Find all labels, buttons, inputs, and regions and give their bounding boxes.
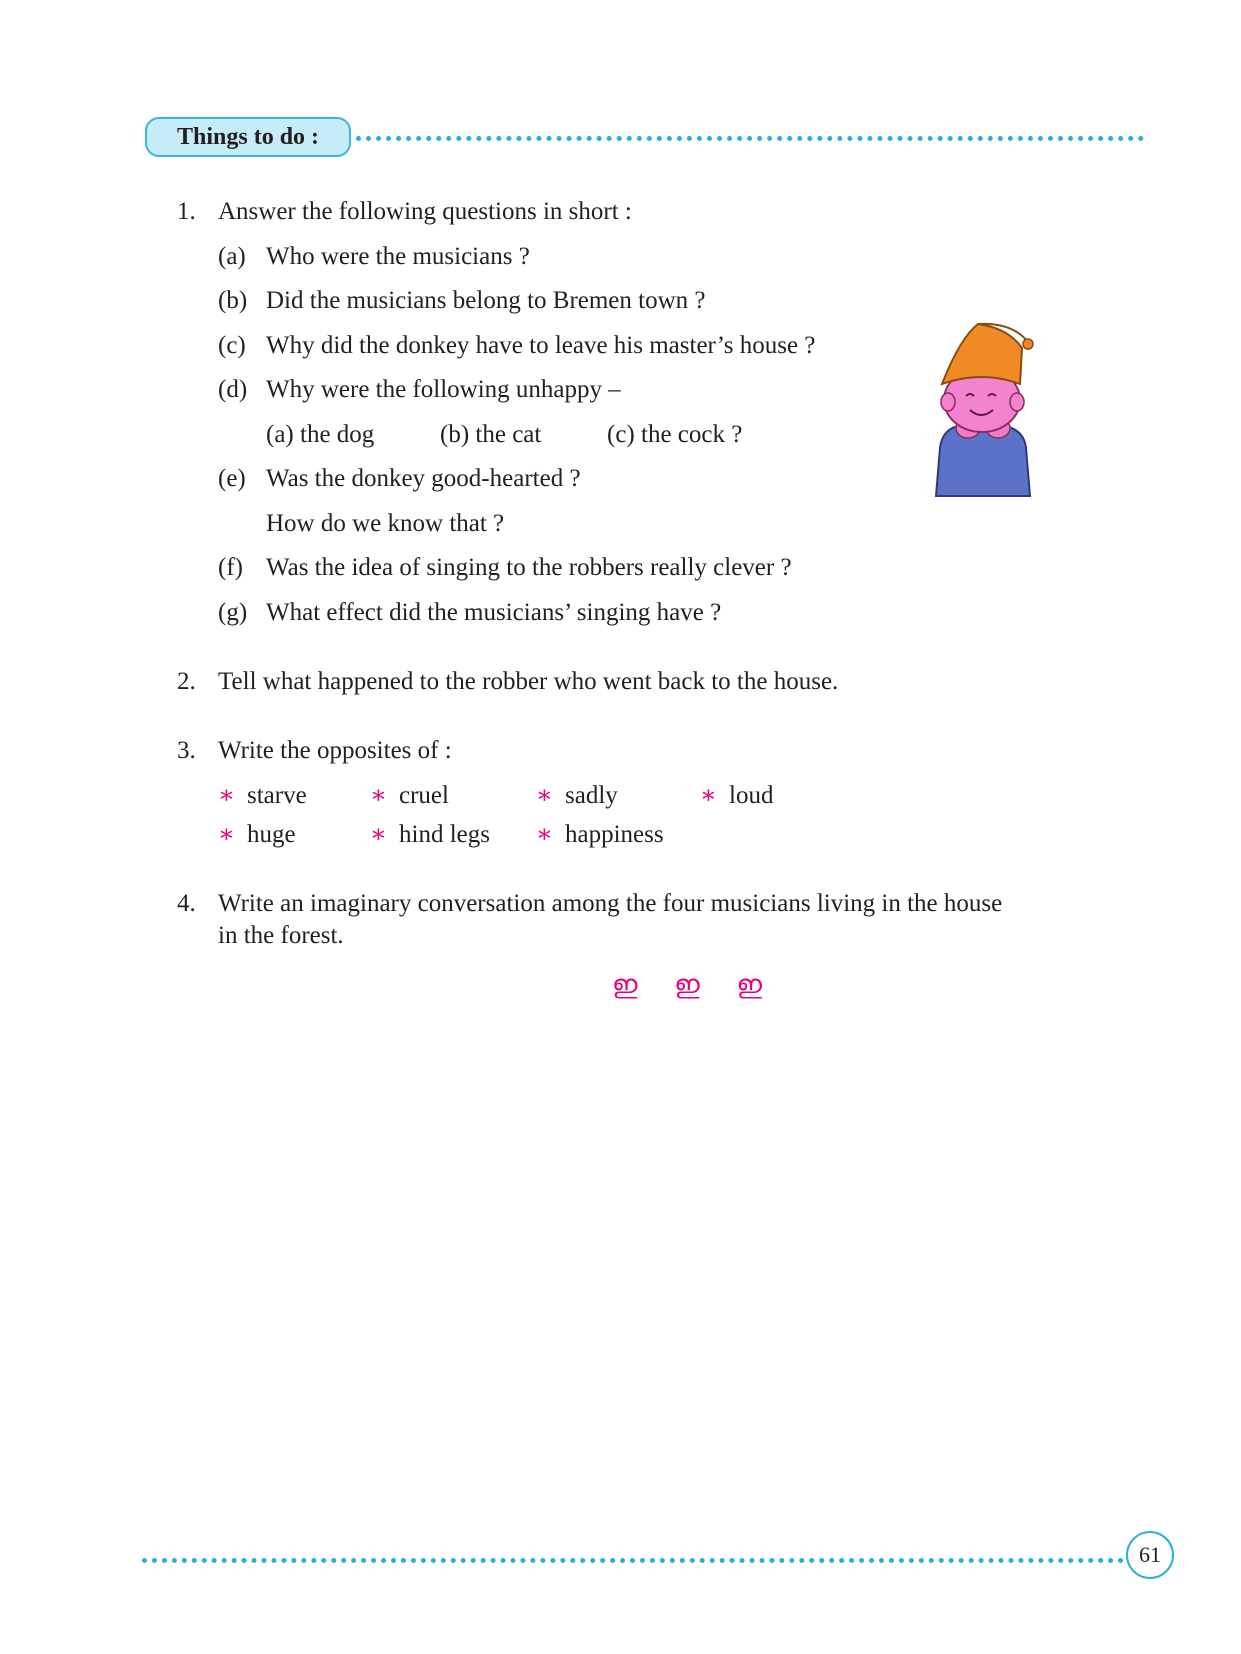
q1-sub-text: Was the donkey good-hearted ? [266, 465, 581, 492]
asterisk-bullet-icon: ∗ [218, 821, 235, 848]
opposite-word: happiness [565, 821, 664, 848]
opposite-word: huge [247, 821, 296, 848]
gnome-with-orange-hat-icon [920, 318, 1045, 503]
q2-text: Tell what happened to the robber who went back to the house. [218, 668, 839, 695]
section-heading: Things to do : [145, 117, 351, 157]
opposite-word: hind legs [399, 821, 490, 848]
asterisk-bullet-icon: ∗ [218, 782, 235, 809]
footer-dotted-rule [142, 1558, 1124, 1563]
opposite-word: loud [729, 782, 774, 809]
q1-sub-label: (c) [218, 332, 246, 359]
q1-sub-label: (d) [218, 376, 248, 403]
opposite-word: sadly [565, 782, 618, 809]
q4-number: 4. [177, 890, 196, 917]
ornament-icon: ഇ [674, 970, 700, 999]
asterisk-bullet-icon: ∗ [370, 821, 387, 848]
q1d-option: (b) the cat [440, 421, 542, 448]
q4-text-line1: Write an imaginary conversation among the four musicians living in the house [218, 890, 1003, 917]
q1-sub-text: Why did the donkey have to leave his master’s house ? [266, 332, 816, 359]
q1-text: Answer the following questions in short : [218, 198, 632, 225]
ornament-icon: ഇ [736, 970, 762, 999]
q2-number: 2. [177, 668, 196, 695]
q1-sub-label: (a) [218, 243, 246, 270]
q1-number: 1. [177, 198, 196, 225]
q1-sub-label: (e) [218, 465, 246, 492]
q3-text: Write the opposites of : [218, 737, 452, 764]
section-end-ornaments [612, 970, 762, 1000]
asterisk-bullet-icon: ∗ [536, 782, 553, 809]
opposite-word: cruel [399, 782, 449, 809]
q1d-option: (c) the cock ? [607, 421, 743, 448]
asterisk-bullet-icon: ∗ [536, 821, 553, 848]
q1-sub-text: Why were the following unhappy – [266, 376, 621, 403]
asterisk-bullet-icon: ∗ [700, 782, 717, 809]
q4-text-line2: in the forest. [218, 922, 344, 949]
q3-number: 3. [177, 737, 196, 764]
q1e-followup: How do we know that ? [266, 510, 505, 537]
q1-sub-label: (g) [218, 599, 248, 626]
q1-sub-text: What effect did the musicians’ singing have ? [266, 599, 722, 626]
asterisk-bullet-icon: ∗ [370, 782, 387, 809]
q1-sub-label: (b) [218, 287, 248, 314]
ornament-icon: ഇ [612, 970, 638, 999]
page-number: 61 [1126, 1531, 1174, 1579]
heading-dotted-rule [356, 136, 1144, 141]
q1-sub-label: (f) [218, 554, 243, 581]
opposite-word: starve [247, 782, 307, 809]
q1-sub-text: Did the musicians belong to Bremen town ? [266, 287, 706, 314]
q1-sub-text: Who were the musicians ? [266, 243, 530, 270]
q1-sub-text: Was the idea of singing to the robbers really clever ? [266, 554, 792, 581]
q1d-option: (a) the dog [266, 421, 375, 448]
